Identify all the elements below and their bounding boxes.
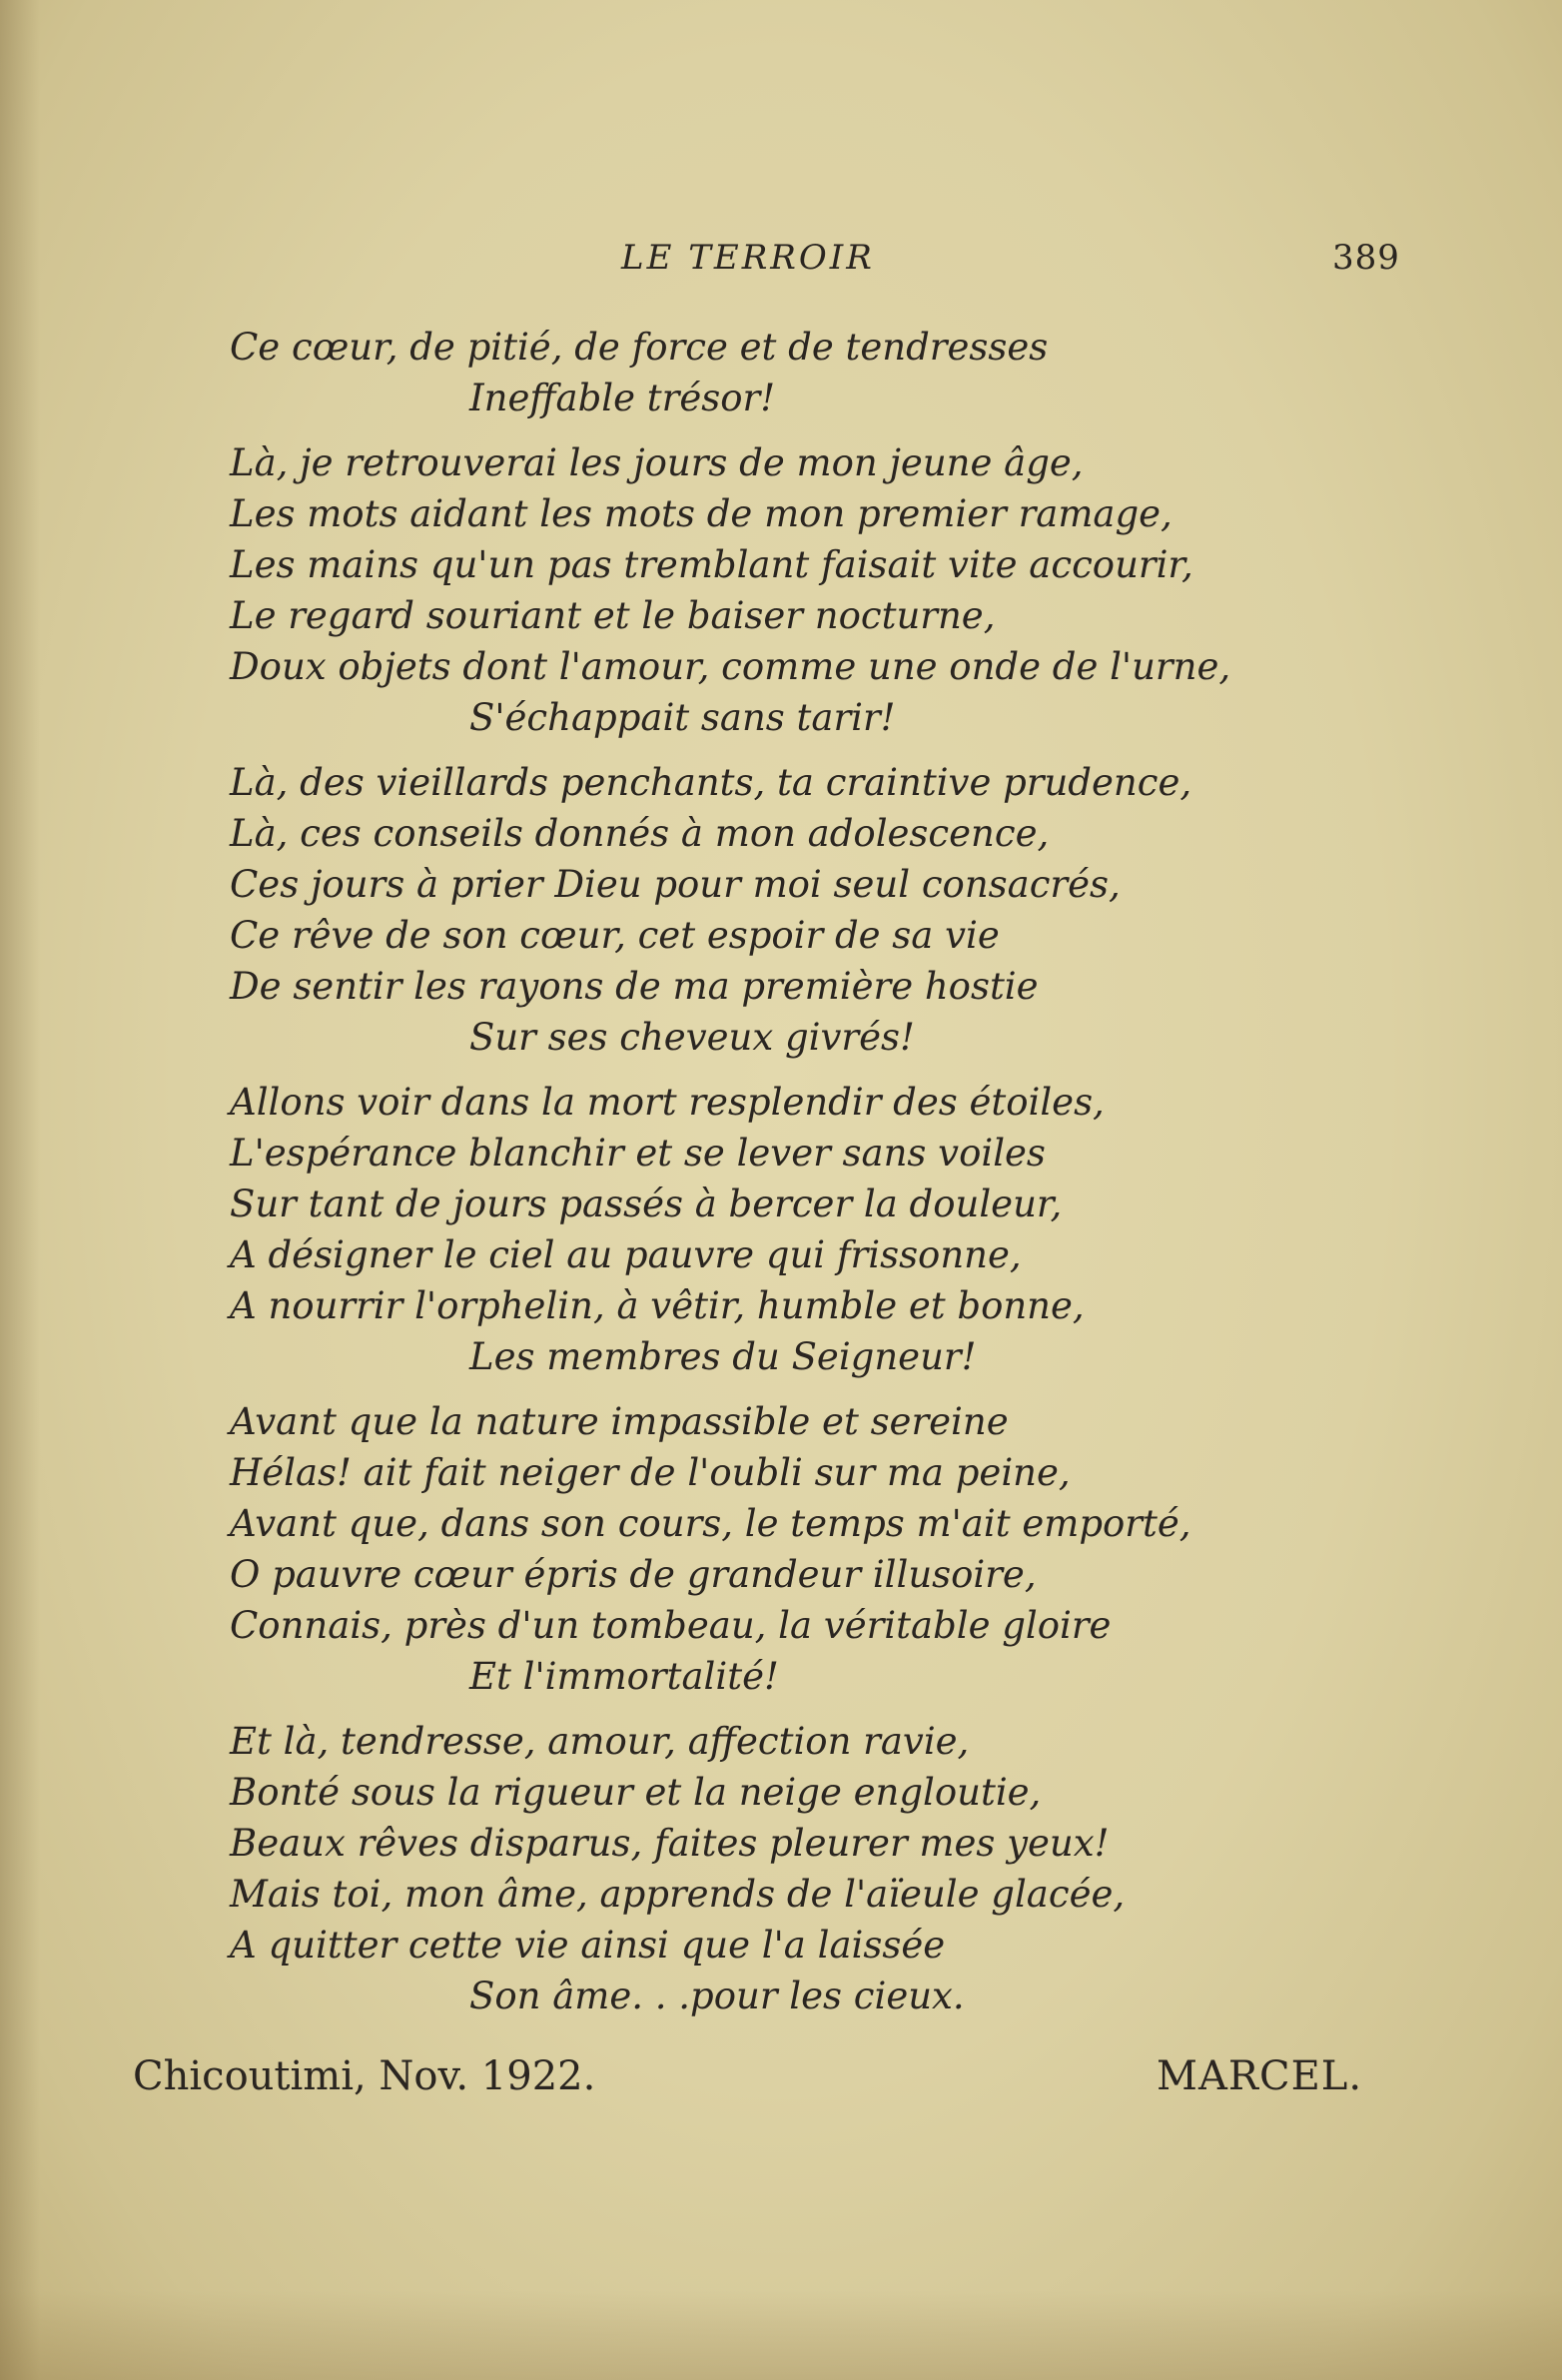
poem-line: Là, je retrouverai les jours de mon jeune âge, bbox=[230, 441, 1084, 484]
poem bbox=[230, 322, 1348, 2035]
poem-line: Mais toi, mon âme, apprends de l'aïeule glacée, bbox=[230, 1873, 1126, 1916]
poem-line-refrain: Sur ses cheveux givrés! bbox=[469, 1016, 915, 1059]
page-bottom-shadow bbox=[0, 2290, 1562, 2380]
poem-line: Ce cœur, de pitié, de force et de tendresses bbox=[230, 326, 1049, 369]
author-signature: MARCEL. bbox=[1157, 2053, 1363, 2099]
poem-line: Ces jours à prier Dieu pour moi seul consacrés, bbox=[230, 863, 1121, 906]
poem-line: Les mains qu'un pas tremblant faisait vite accourir, bbox=[230, 543, 1193, 586]
stanza-2 bbox=[230, 437, 1348, 743]
poem-line: L'espérance blanchir et se lever sans voiles bbox=[230, 1132, 1046, 1175]
poem-line: Beaux rêves disparus, faites pleurer mes yeux! bbox=[230, 1822, 1110, 1865]
poem-line: O pauvre cœur épris de grandeur illusoire, bbox=[230, 1553, 1037, 1596]
stanza-3 bbox=[230, 757, 1348, 1063]
poem-line: Hélas! ait fait neiger de l'oubli sur ma peine, bbox=[230, 1451, 1071, 1494]
page-edge-shadow bbox=[0, 0, 40, 2380]
poem-line-refrain: Son âme. . .pour les cieux. bbox=[469, 1975, 965, 2017]
poem-line-refrain: Ineffable trésor! bbox=[469, 377, 776, 419]
poem-line: Connais, près d'un tombeau, la véritable gloire bbox=[230, 1604, 1112, 1647]
poem-line: Le regard souriant et le baiser nocturne, bbox=[230, 594, 996, 637]
poem-line: A désigner le ciel au pauvre qui frissonne, bbox=[230, 1233, 1022, 1276]
poem-line: Les mots aidant les mots de mon premier ramage, bbox=[230, 492, 1172, 535]
poem-line: Sur tant de jours passés à bercer la douleur, bbox=[230, 1183, 1063, 1225]
poem-line: A nourrir l'orphelin, à vêtir, humble et bonne, bbox=[230, 1284, 1085, 1327]
stanza-1 bbox=[230, 322, 1348, 423]
poem-line: A quitter cette vie ainsi que l'a laissée bbox=[230, 1924, 946, 1967]
page-number: 389 bbox=[1332, 238, 1400, 278]
poem-line: Avant que la nature impassible et sereine bbox=[230, 1400, 1009, 1443]
poem-line-refrain: Et l'immortalité! bbox=[469, 1655, 779, 1698]
poem-line-refrain: Les membres du Seigneur! bbox=[469, 1335, 977, 1378]
poem-line: Bonté sous la rigueur et la neige engloutie, bbox=[230, 1771, 1042, 1814]
poem-line: Là, des vieillards penchants, ta craintive prudence, bbox=[230, 761, 1192, 804]
stanza-6 bbox=[230, 1716, 1348, 2021]
running-title: LE TERROIR bbox=[621, 238, 875, 278]
place-date: Chicoutimi, Nov. 1922. bbox=[133, 2053, 596, 2099]
poem-line-refrain: S'échappait sans tarir! bbox=[469, 696, 896, 739]
poem-line: De sentir les rayons de ma première hostie bbox=[230, 965, 1039, 1008]
stanza-4 bbox=[230, 1077, 1348, 1382]
poem-line: Allons voir dans la mort resplendir des étoiles, bbox=[230, 1081, 1105, 1124]
poem-line: Doux objets dont l'amour, comme une onde de l'urne, bbox=[230, 645, 1231, 688]
poem-line: Ce rêve de son cœur, cet espoir de sa vie bbox=[230, 914, 1000, 957]
poem-line: Avant que, dans son cours, le temps m'ait emporté, bbox=[230, 1502, 1191, 1545]
stanza-5 bbox=[230, 1396, 1348, 1702]
page-footer bbox=[0, 2053, 1562, 2113]
poem-line: Là, ces conseils donnés à mon adolescence, bbox=[230, 812, 1050, 855]
page-header bbox=[0, 238, 1562, 288]
poem-line: Et là, tendresse, amour, affection ravie, bbox=[230, 1720, 970, 1763]
